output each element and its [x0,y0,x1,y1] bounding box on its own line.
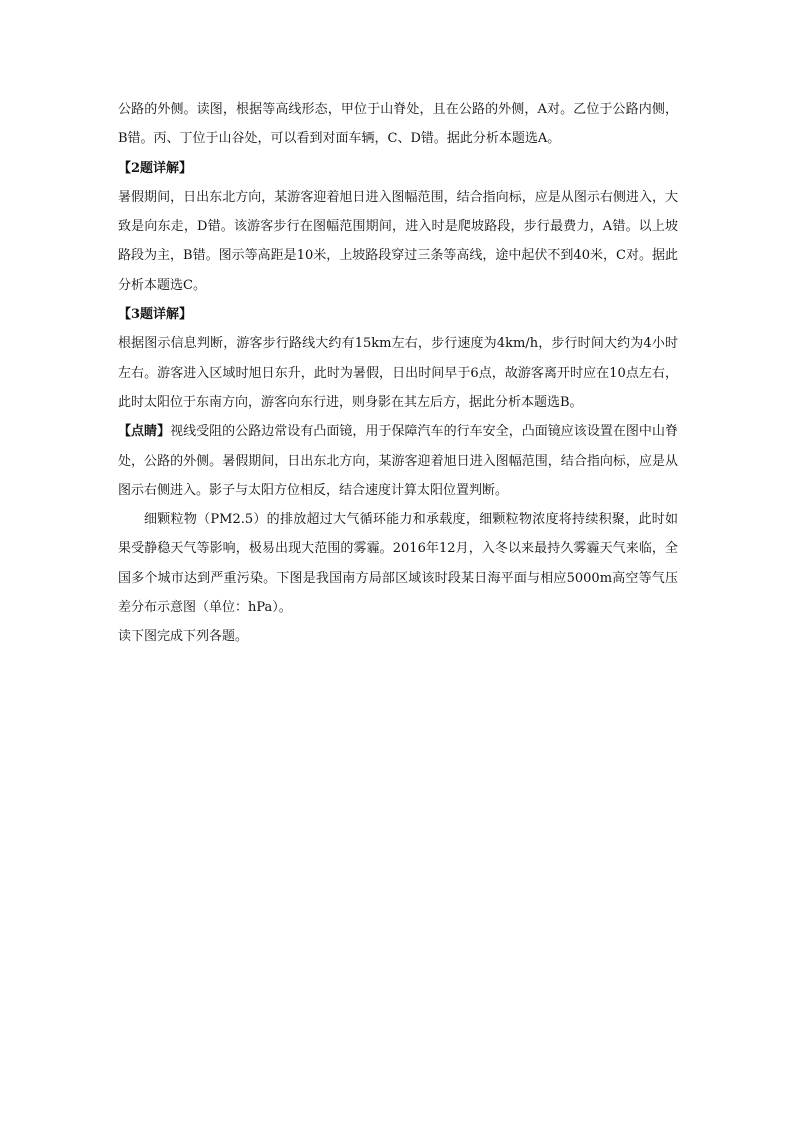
question-2-explanation: 暑假期间，日出东北方向，某游客迎着旭日进入图幅范围，结合指向标，应是从图示右侧进入，大致是向东走，D错。该游客步行在图幅范围期间，进入时是爬坡路段，步行最费力，A错。以上坡路段为主，B错。图示等高距是10米，上坡路段穿过三条等高线，途中起伏不到40米，C对。据此分析本题选C。 [118,189,678,293]
question-3-explanation: 根据图示信息判断，游客步行路线大约有15km左右，步行速度为4km/h，步行时间大约为4小时左右。游客进入区域时旭日东升，此时为暑假，日出时间早于6点，故游客离开时应在10点左右，此时太阳位于东南方向，游客向东行进，则身影在其左后方，据此分析本题选B。 [118,336,678,410]
question-3-heading: 【3题详解】 [118,307,193,323]
document-page [118,95,678,652]
question-instruction: 读下图完成下列各题。 [118,629,249,645]
tip-text: 视线受阻的公路边常设有凸面镜，用于保障汽车的行车安全，凸面镜应该设置在图中山脊处，公路的外侧。暑假期间，日出东北方向，某游客迎着旭日进入图幅范围，结合指向标，应是从图示右侧进入。影子与太阳方位相反，结合速度计算太阳位置判断。 [118,424,678,498]
question-1-explanation-tail: 公路的外侧。读图，根据等高线形态，甲位于山脊处，且在公路的外侧，A对。乙位于公路内侧，B错。丙、丁位于山谷处，可以看到对面车辆，C、D错。据此分析本题选A。 [118,102,678,147]
tip-paragraph [118,417,678,505]
question-2-heading: 【2题详解】 [118,160,193,176]
tip-label: 【点睛】 [118,424,171,440]
new-question-stem: 细颗粒物（PM2.5）的排放超过大气循环能力和承载度，细颗粒物浓度将持续积聚，此时如果受静稳天气等影响，极易出现大范围的雾霾。2016年12月，入冬以来最持久雾霾天气来临，全国多个城市达到严重污染。下图是我国南方局部区域该时段某日海平面与相应5000m高空等气压差分布示意图（单位：hPa）。 [118,512,678,616]
